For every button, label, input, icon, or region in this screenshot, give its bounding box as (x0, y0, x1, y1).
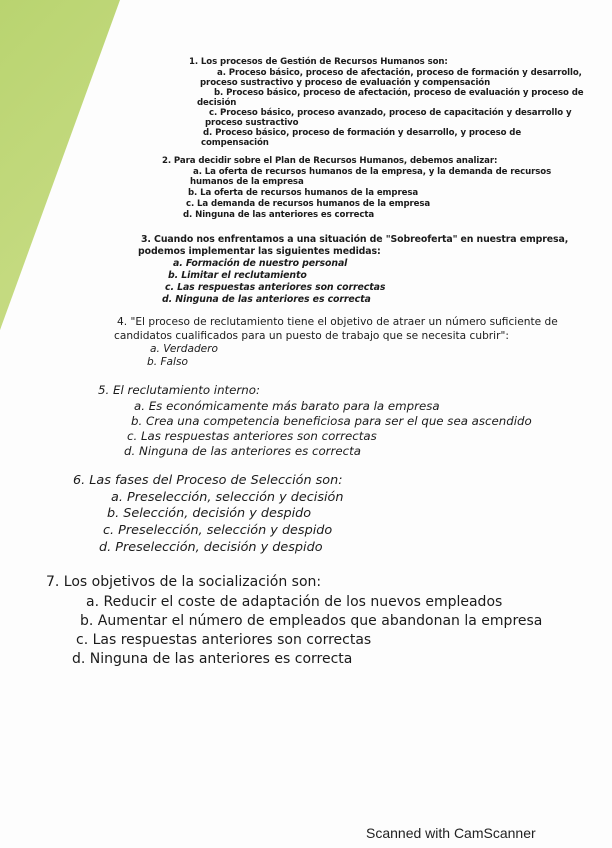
option-line: d. Proceso básico, proceso de formación y desarrollo, y proceso de (203, 128, 522, 138)
option-line: c. Las respuestas anteriores son correctas (76, 632, 372, 648)
option-line: d. Ninguna de las anteriores es correcta (72, 651, 353, 667)
option-line: c. Proceso básico, proceso avanzado, proceso de capacitación y desarrollo y (209, 108, 572, 118)
option-line: b. La oferta de recursos humanos de la empresa (188, 188, 419, 198)
question-title-continued: podemos implementar las siguientes medidas: (138, 246, 381, 257)
camscanner-watermark: Scanned with CamScanner (366, 825, 536, 841)
option-line: a. La oferta de recursos humanos de la empresa, y la demanda de recursos (193, 167, 552, 177)
question-title: 3. Cuando nos enfrentamos a una situación de "Sobreoferta" en nuestra empresa, (141, 234, 569, 245)
option-line: b. Selección, decisión y despido (107, 506, 312, 521)
option-line: b. Proceso básico, proceso de afectación, proceso de evaluación y proceso de (214, 88, 584, 98)
question-title: 7. Los objetivos de la socialización son: (46, 574, 322, 590)
question-title-continued: candidatos cualificados para un puesto de trabajo que se necesita cubrir": (114, 330, 509, 342)
option-line: proceso sustractivo y proceso de evaluación y compensación (200, 78, 491, 88)
option-line: a. Formación de nuestro personal (173, 258, 348, 269)
option-line: a. Verdadero (150, 343, 219, 355)
question-title: 6. Las fases del Proceso de Selección son: (73, 473, 343, 488)
option-line: d. Preselección, decisión y despido (99, 540, 323, 555)
question-title: 4. "El proceso de reclutamiento tiene el objetivo de atraer un número suficiente de (117, 316, 558, 328)
option-line: d. Ninguna de las anteriores es correcta (183, 210, 375, 220)
option-line: c. Preselección, selección y despido (103, 523, 333, 538)
option-line: c. Las respuestas anteriores son correctas (127, 429, 377, 443)
question-title: 5. El reclutamiento interno: (98, 383, 260, 397)
option-line: c. Las respuestas anteriores son correctas (165, 282, 386, 293)
option-line: b. Aumentar el número de empleados que abandonan la empresa (80, 613, 543, 629)
option-line: compensación (201, 138, 269, 148)
option-line: b. Crea una competencia beneficiosa para ser el que sea ascendido (131, 414, 532, 428)
option-line: b. Falso (147, 356, 188, 368)
option-line: c. La demanda de recursos humanos de la empresa (186, 199, 431, 209)
question-title: 2. Para decidir sobre el Plan de Recursos Humanos, debemos analizar: (162, 156, 498, 166)
option-line: proceso sustractivo (205, 118, 299, 128)
option-line: d. Ninguna de las anteriores es correcta (162, 294, 371, 305)
option-line: humanos de la empresa (190, 177, 304, 187)
option-line: b. Limitar el reclutamiento (168, 270, 307, 281)
option-line: a. Preselección, selección y decisión (111, 490, 344, 505)
question-title: 1. Los procesos de Gestión de Recursos Humanos son: (189, 57, 448, 67)
option-line: d. Ninguna de las anteriores es correcta (124, 444, 361, 458)
option-line: decisión (197, 98, 237, 108)
option-line: a. Reducir el coste de adaptación de los nuevos empleados (86, 594, 503, 610)
option-line: a. Es económicamente más barato para la empresa (134, 399, 440, 413)
option-line: a. Proceso básico, proceso de afectación, proceso de formación y desarrollo, (217, 68, 582, 78)
